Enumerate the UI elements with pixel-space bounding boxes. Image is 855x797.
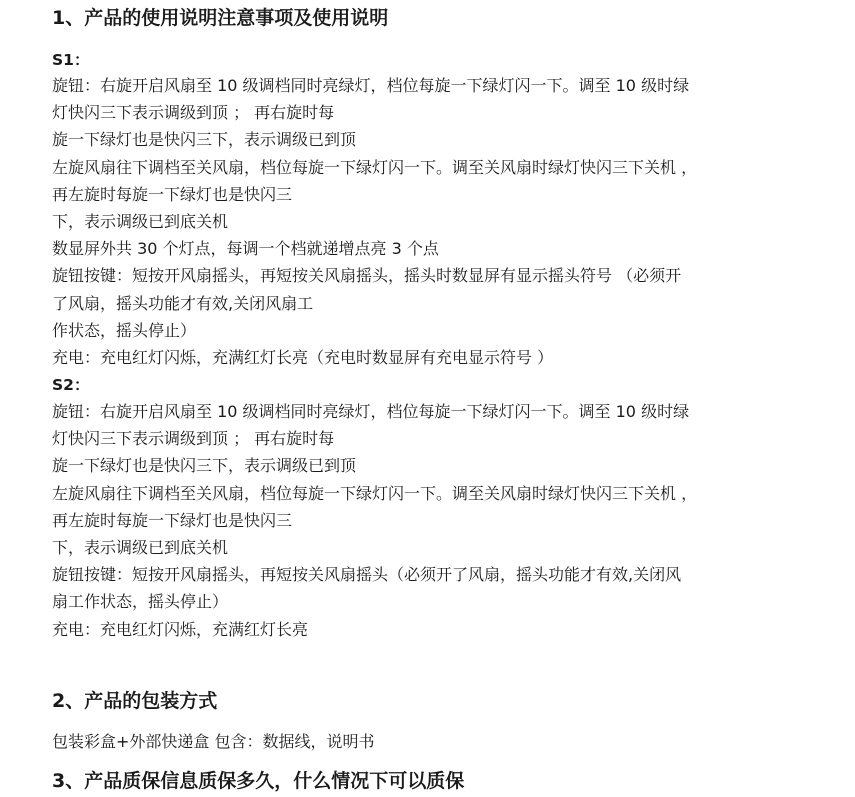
section2-title: 2、产品的包装方式 [52, 690, 218, 712]
s1-line: 旋一下绿灯也是快闪三下，表示调级已到顶 [52, 130, 357, 150]
s2-line: 左旋风扇往下调档至关风扇，档位每旋一下绿灯闪一下。调至关风扇时绿灯快闪三下关机 ， [52, 483, 698, 503]
s2-label: S2： [52, 376, 90, 394]
s2-line: 下，表示调级已到底关机 [52, 538, 229, 558]
s2-line: 充电：充电红灯闪烁，充满红灯长亮 [52, 619, 309, 639]
s1-label: S1： [52, 51, 90, 69]
s1-line: 充电：充电红灯闪烁，充满红灯长亮（充电时数显屏有充电显示符号 ） [52, 348, 554, 368]
s2-line: 旋钮按键：短按开风扇摇头，再短按关风扇摇头（必须开了风扇，摇头功能才有效,关闭风 [52, 565, 682, 585]
s1-line: 作状态，摇头停止） [52, 320, 197, 340]
section1-title: 1、产品的使用说明注意事项及使用说明 [52, 7, 389, 29]
s1-line: 数显屏外共 30 个灯点，每调一个档就递增点亮 3 个点 [52, 239, 439, 259]
s1-paragraph [52, 72, 697, 371]
s1-line: 再左旋时每旋一下绿灯也是快闪三 [52, 184, 293, 204]
s1-line: 下，表示调级已到底关机 [52, 212, 229, 232]
s1-line: 旋钮：右旋开启风扇至 10 级调档同时亮绿灯，档位每旋一下绿灯闪一下。调至 10 级时绿 [52, 76, 690, 95]
s2-line: 再左旋时每旋一下绿灯也是快闪三 [52, 510, 293, 530]
section2-line: 包装彩盒+外部快递盒 包含：数据线，说明书 [52, 732, 375, 751]
s1-line: 灯快闪三下表示调级到顶 ； 再右旋时每 [52, 103, 335, 123]
s2-paragraph [52, 398, 697, 643]
s1-line: 旋钮按键：短按开风扇摇头，再短按关风扇摇头，摇头时数显屏有显示摇头符号 （必须开 [52, 266, 682, 286]
s2-line: 扇工作状态，摇头停止） [52, 592, 229, 612]
s2-line: 旋钮：右旋开启风扇至 10 级调档同时亮绿灯，档位每旋一下绿灯闪一下。调至 10 级时绿 [52, 402, 690, 421]
section3-title: 3、产品质保信息质保多久，什么情况下可以质保 [52, 770, 465, 792]
s1-line: 了风扇，摇头功能才有效,关闭风扇工 [52, 293, 314, 313]
s1-line: 左旋风扇往下调档至关风扇，档位每旋一下绿灯闪一下。调至关风扇时绿灯快闪三下关机 ， [52, 157, 698, 177]
s2-line: 旋一下绿灯也是快闪三下，表示调级已到顶 [52, 456, 357, 476]
s2-line: 灯快闪三下表示调级到顶 ； 再右旋时每 [52, 429, 335, 449]
